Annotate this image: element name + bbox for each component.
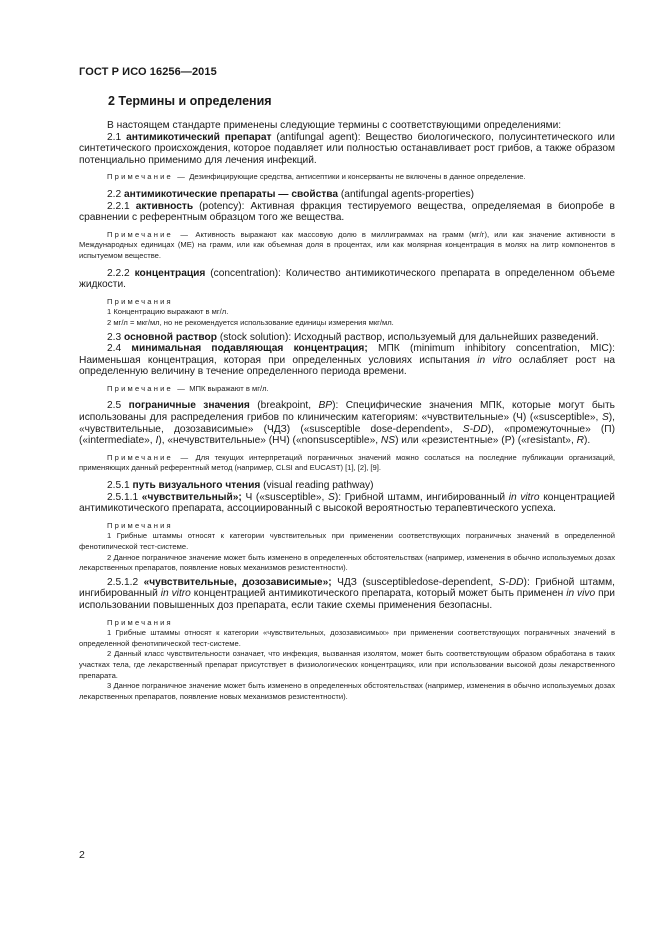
term-2-5-1-2: 2.5.1.2 «чувствительные, дозозависимые»; ЧДЗ (susceptibledose-dependent, S-DD): Грибной штамм, ингибированный in vitro концентрацией антимикотического препарата, который может быть применен in vivo при использовании повышенных доз препарата, если такие схемы применения безопасны. <box>79 576 615 611</box>
section-title: 2 Термины и определения <box>108 94 272 108</box>
term-2-2: 2.2 антимикотические препараты — свойства (antifungal agents-properties) <box>107 188 474 200</box>
term-2-5-1: 2.5.1 путь визуального чтения (visual reading pathway) <box>107 480 374 492</box>
note-2-5: Примечание — Для текущих интерпретаций пограничных значений можно сослаться на последние публикации организаций, применяющих данный референтный метод (например, CLSI and EUCAST) [1], [2], [9]. <box>79 452 615 473</box>
note-2-4: Примечание — МПК выражают в мг/л. <box>107 383 269 393</box>
note-item: 2 Данный класс чувствительности означает, что инфекция, вызванная изолятом, может быть соответствующим образом обработана в таких участках тела, где лекарственный препарат присутствует в физиологических концентрациях, или при использовании высокой дозы лекарственного препарата. <box>79 649 615 680</box>
note-item: 1 Концентрацию выражают в мг/л. <box>107 307 229 317</box>
term-2-5-1-1: 2.5.1.1 «чувствительный»; Ч («susceptible», S): Грибной штамм, ингибированный in vitro концентрацией антимикотического препарата, ассоциированный с высокой вероятностью терапевтического успеха. <box>79 491 615 515</box>
term-2-4: 2.4 минимальная подавляющая концентрация; МПК (minimum inhibitory concentration, MIC): Наименьшая концентрация, которая при определенных условиях испытания in vitro ослабляет рост на определенную величину в течение определенного периода времени. <box>79 343 615 378</box>
term-2-2-1: 2.2.1 активность (potency): Активная фракция тестируемого вещества, определяемая в биопробе в сравнении с референтным образцом того же вещества. <box>79 200 615 224</box>
document-body <box>79 120 615 702</box>
notes-2-5-1-2-label: Примечания <box>107 617 173 627</box>
notes-2-5-1-1-label: Примечания <box>107 520 173 530</box>
term-2-1: 2.1 антимикотический препарат (antifungal agent): Вещество биологического, полусинтетического или синтетического происхождения, которое подавляет или полностью останавливает рост грибов, а также образом потенциально применимо для лечения инфекций. <box>79 131 615 166</box>
note-item: 1 Грибные штаммы относят к категории чувствительных при применении соответствующих пограничных значений в определенной фенотипической тест-системе. <box>79 531 615 551</box>
term-2-3: 2.3 основной раствор (stock solution): Исходный раствор, используемый для дальнейших разведений. <box>107 331 599 343</box>
note-item: 2 мг/л = мкг/мл, но не рекомендуется использование единицы измерения мкг/мл. <box>107 317 394 327</box>
term-2-5: 2.5 пограничные значения (breakpoint, BP): Специфические значения МПК, которые могут быть использованы для распределения грибов по клиническим категориям: «чувствительные» (Ч) («susceptible», S), «чувствительные, дозозависимые» (ЧДЗ) («susceptible dose-dependent», S-DD), «промежуточные» (П) («intermediate», I), «нечувствительные» (НЧ) («nonsusceptible», NS) или «резистентные» (Р) («resistant», R). <box>79 400 615 447</box>
standard-header: ГОСТ Р ИСО 16256—2015 <box>79 66 217 78</box>
note-item: 1 Грибные штаммы относят к категории «чувствительных, дозозависимых» при применении соответствующих пограничных значений в определенной фенотипической тест-системе. <box>79 628 615 648</box>
term-2-2-2: 2.2.2 концентрация (concentration): Количество антимикотического препарата в определенном объеме жидкости. <box>79 267 615 291</box>
page-number: 2 <box>79 849 85 861</box>
intro-paragraph: В настоящем стандарте применены следующие термины с соответствующими определениями: <box>107 120 562 131</box>
notes-2-2-2-label: Примечания <box>107 296 173 306</box>
note-2-2-1: Примечание — Активность выражают как массовую долю в миллиграммах на грамм (мг/г), или как значение активности в Международных единицах (МЕ) на грамм, или как объемная доля в процентах, или как молярная концентрация в молях на литр компонентов в испытуемом веществе. <box>79 229 615 260</box>
note-item: 3 Данное пограничное значение может быть изменено в определенных обстоятельствах (например, изменения в обычно используемых дозах лекарственных препаратов, появление новых механизмов резистентности). <box>79 681 615 701</box>
note-2-1: Примечание — Дезинфицирующие средства, антисептики и консерванты не включены в данное определение. <box>107 172 526 182</box>
note-item: 2 Данное пограничное значение может быть изменено в определенных обстоятельствах (например, изменения в обычно используемых дозах лекарственных препаратов, появление новых механизмов резистентности). <box>79 552 615 573</box>
